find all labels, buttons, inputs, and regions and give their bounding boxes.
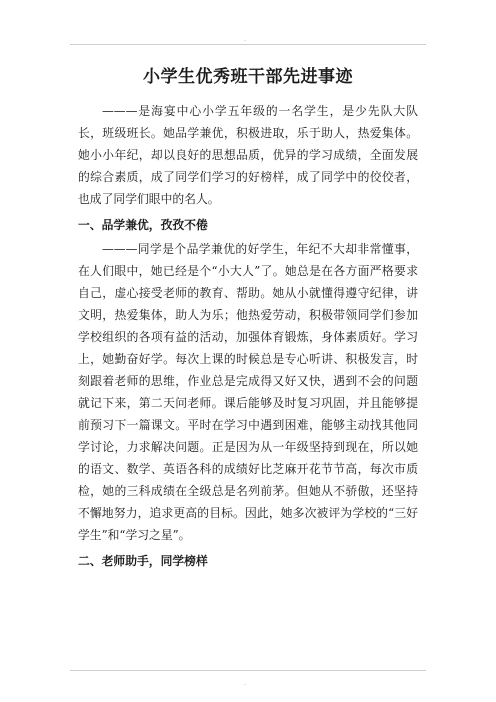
intro-paragraph: ———是海宴中心小学五年级的一名学生，是少先队大队长，班级班长。她品学兼优，积极进取，乐于助人，热爱集体。她小小年纪，却以良好的思想品质，优异的学习成绩，全面发展的综合素质，成了同学们学习的好榜样，成了同学中的佼佼者，也成了同学们眼中的名人。 (78, 104, 418, 206)
header-mark: . (244, 36, 246, 43)
header-rule (70, 44, 426, 45)
footer-rule (70, 670, 426, 671)
page-title: 小学生优秀班干部先进事迹 (143, 67, 353, 87)
section-heading: 一、品学兼优，孜孜不倦 (78, 218, 208, 232)
footer-mark: . (244, 680, 246, 687)
article-body (78, 100, 418, 574)
section-heading: 二、老师助手，同学榜样 (78, 554, 208, 568)
section-paragraph: ———同学是个品学兼优的好学生，年纪不大却非常懂事，在人们眼中，她已经是个“小大人”了。她总是在各方面严格要求自己，虚心接受老师的教育、帮助。她从小就懂得遵守纪律，讲文明，热爱集体，助人为乐；他热爱劳动，积极带领同学们参加学校组织的各项有益的活动，加强体育锻炼，身体素质好。学习上，她勤奋好学。每次上课的时候总是专心听讲、积极发言，时刻跟着老师的思维，作业总是完成得又好又快，遇到不会的问题就记下来，第二天问老师。课后能够及时复习巩固，并且能够提前预习下一篇课文。平时在学习中遇到困难，能够主动找其他同学讨论，力求解决问题。正是因为从一年级坚持到现在，所以她的语文、数学、英语各科的成绩好比芝麻开花节节高，每次市质检，她的三科成绩在全级总是名列前茅。但她从不骄傲，还坚持不懈地努力，追求更高的目标。因此，她多次被评为学校的“三好学生”和“学习之星”。 (78, 242, 418, 542)
